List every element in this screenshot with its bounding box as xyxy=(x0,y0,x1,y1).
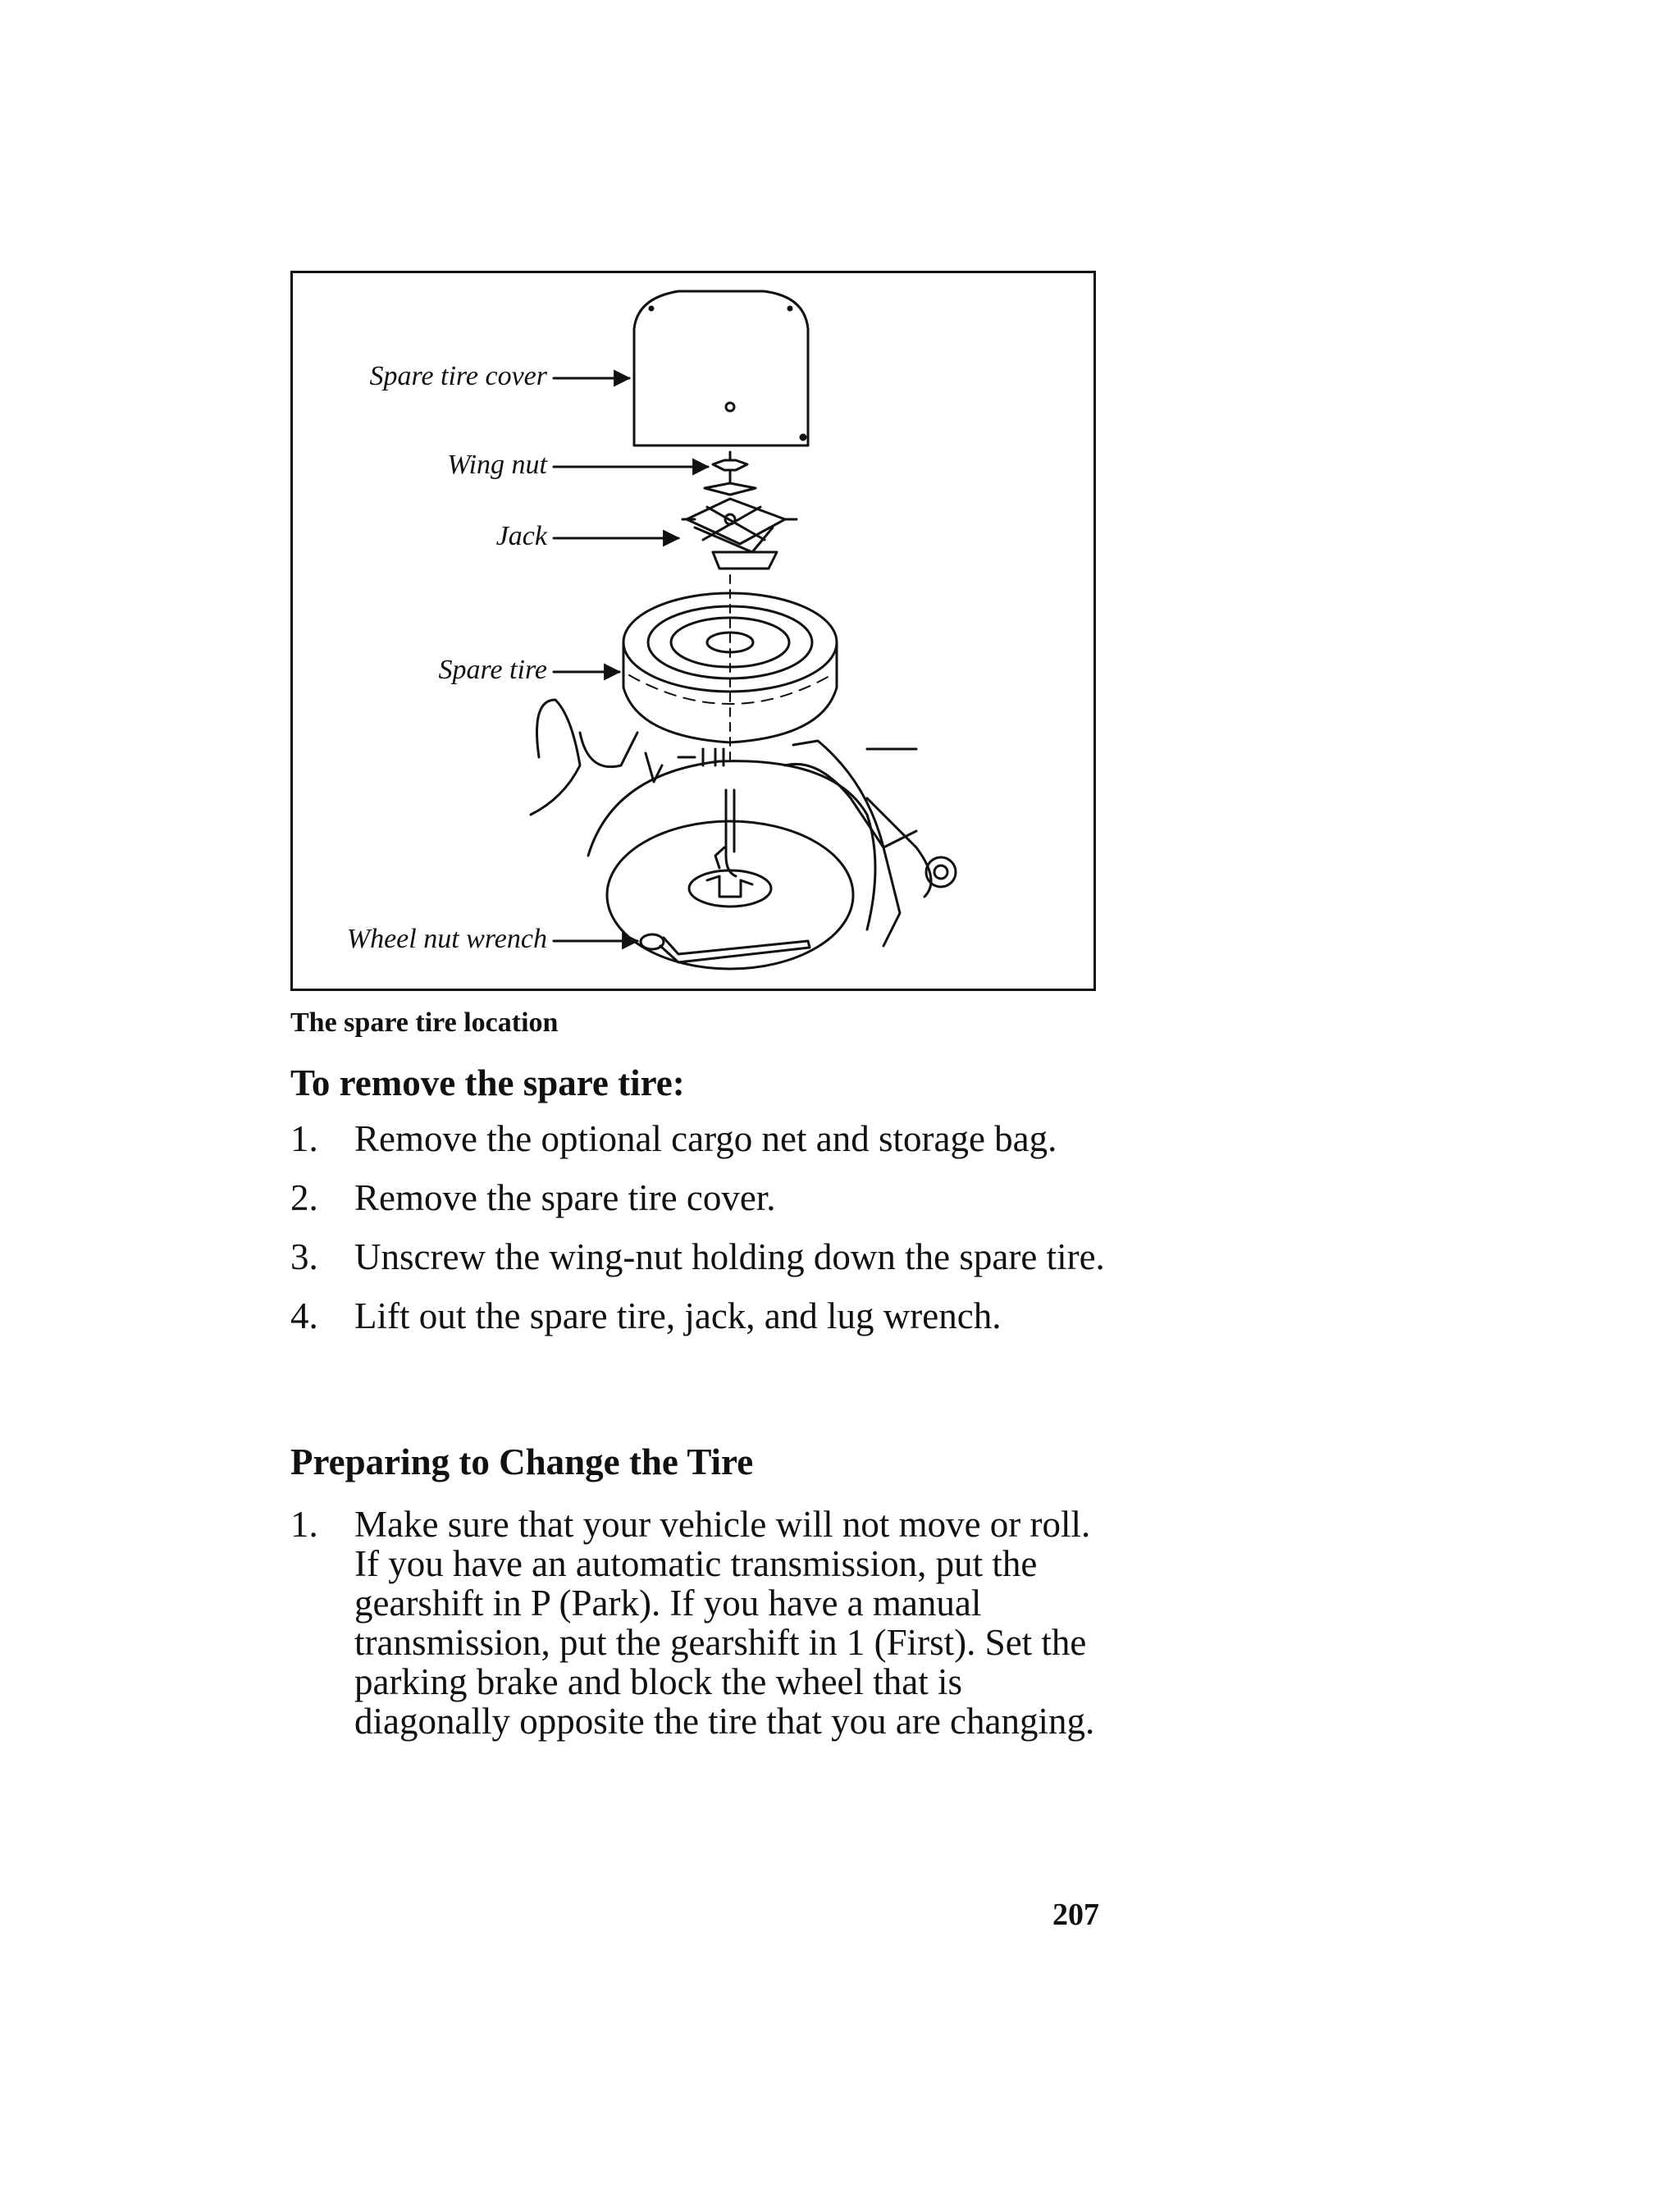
step-number: 4. xyxy=(290,1295,318,1336)
list-item xyxy=(290,1119,1119,1159)
remove-steps-list xyxy=(290,1119,1119,1336)
step-number: 2. xyxy=(290,1177,318,1218)
step-number: 1. xyxy=(290,1118,318,1159)
callout-wing-nut: Wing nut xyxy=(447,450,547,480)
wrench-rod-drawing xyxy=(715,790,736,876)
callout-spare-tire: Spare tire xyxy=(438,655,547,685)
callout-wheel-nut-wrench: Wheel nut wrench xyxy=(346,924,547,954)
jack-drawing xyxy=(682,483,797,569)
list-item xyxy=(290,1178,1119,1218)
remove-spare-heading: To remove the spare tire: xyxy=(290,1062,685,1103)
step-text: Make sure that your vehicle will not move or roll. If you have an automatic transmission, put the gearshift in P (Park). If you have a manual transmission, put the gearshift in 1 (First). Set the parking brake and block the wheel that is diagonally opposite the tire that you are changing. xyxy=(354,1504,1095,1742)
step-number: 1. xyxy=(290,1504,318,1545)
page-number: 207 xyxy=(1052,1898,1099,1932)
callout-spare-tire-cover: Spare tire cover xyxy=(369,361,547,391)
wing-nut-drawing xyxy=(713,452,747,483)
callout-jack: Jack xyxy=(495,521,547,551)
preparing-heading: Preparing to Change the Tire xyxy=(290,1441,754,1482)
step-text: Remove the optional cargo net and storage bag. xyxy=(354,1118,1057,1159)
prepare-steps-list xyxy=(290,1505,1119,1741)
step-text: Remove the spare tire cover. xyxy=(354,1177,776,1218)
list-item xyxy=(290,1237,1119,1277)
spare-tire-cover-drawing xyxy=(634,291,808,445)
step-text: Lift out the spare tire, jack, and lug wrench. xyxy=(354,1295,1002,1336)
spare-tire-drawing xyxy=(623,593,837,742)
step-text: Unscrew the wing-nut holding down the spare tire. xyxy=(354,1236,1105,1277)
list-item xyxy=(290,1505,1119,1741)
spare-tire-figure xyxy=(290,271,1096,991)
figure-caption: The spare tire location xyxy=(290,1007,559,1038)
step-number: 3. xyxy=(290,1236,318,1277)
list-item xyxy=(290,1296,1119,1336)
